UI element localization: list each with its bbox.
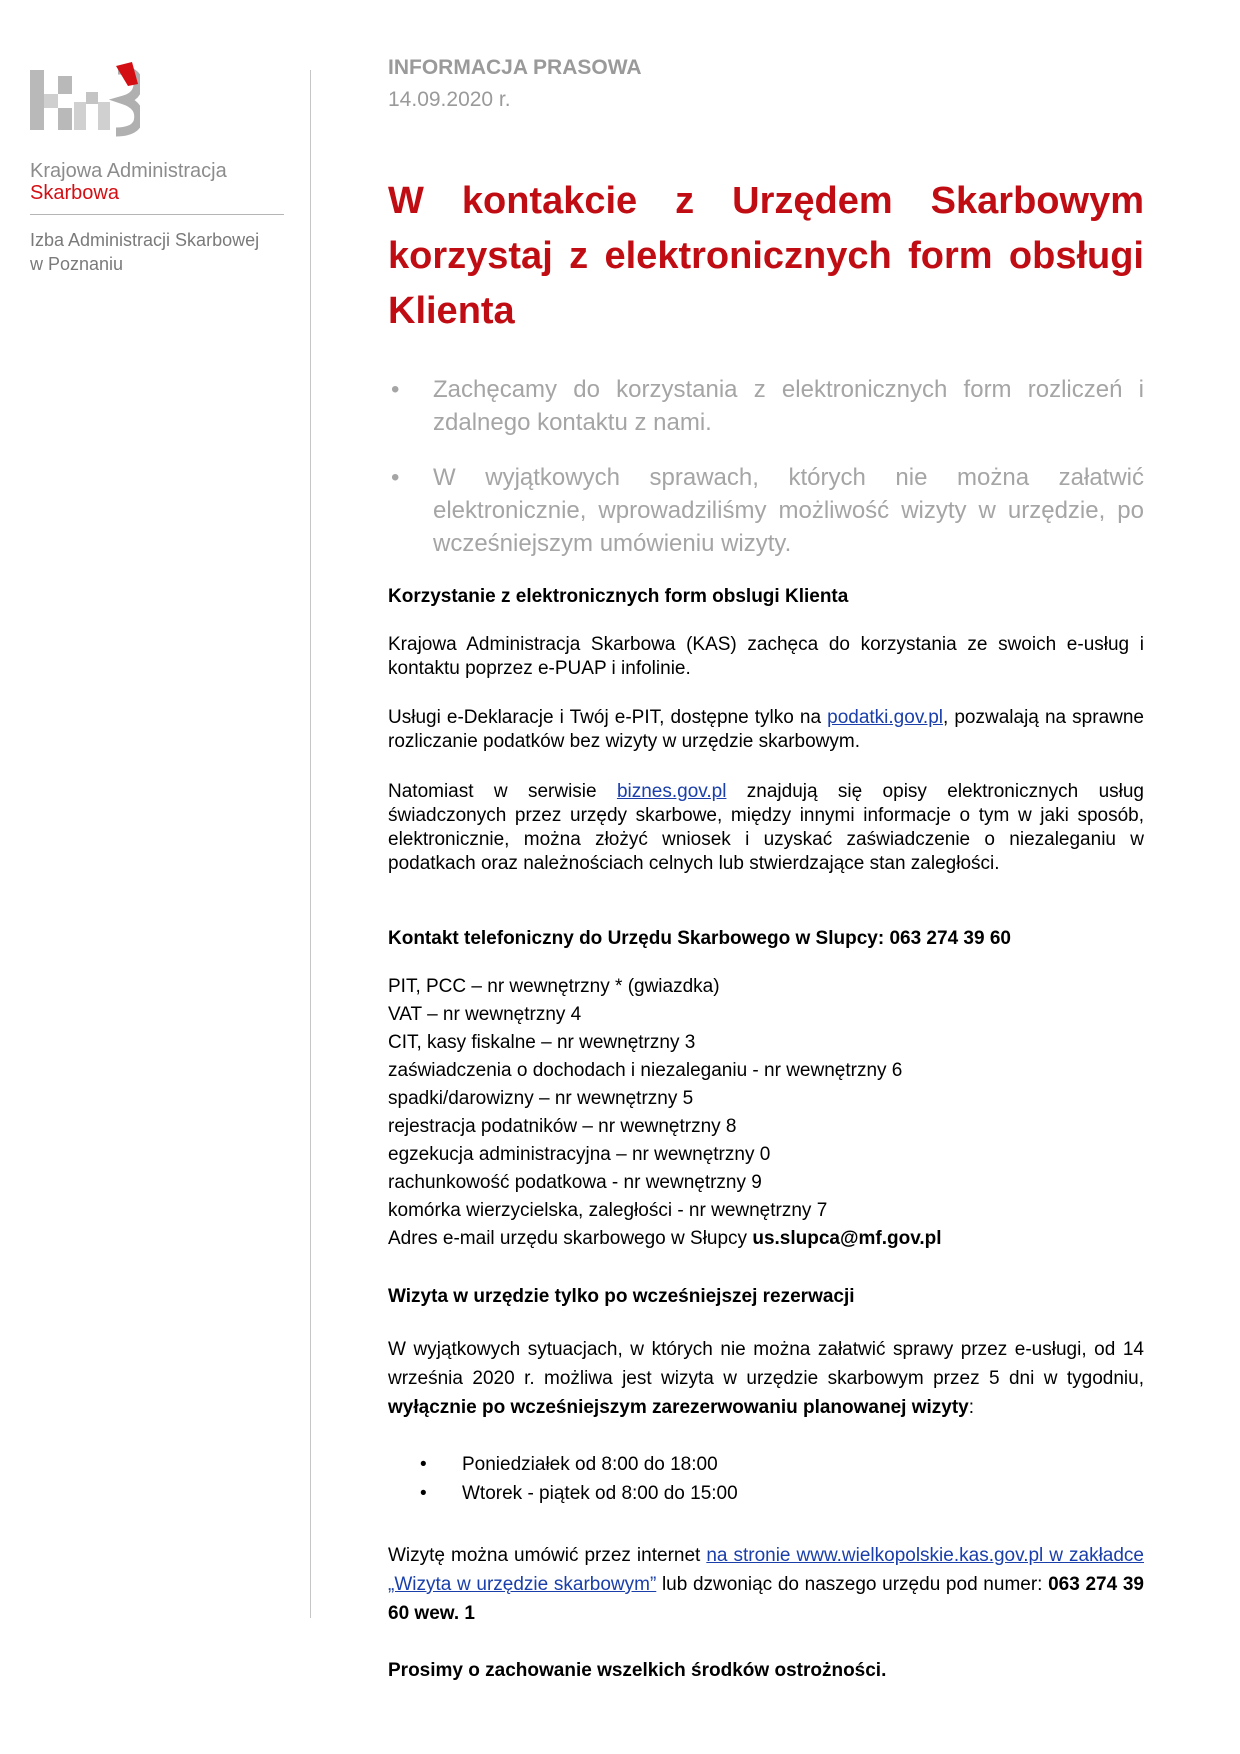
lead-item [388, 461, 1144, 560]
kas-logo-mark [30, 62, 140, 142]
izba-line2: w Poznaniu [30, 254, 124, 274]
booking-phone: 063 274 39 60 wew. 1 [388, 1574, 1144, 1624]
paragraph-biznes-before: Natomiast w serwisie [388, 781, 617, 802]
section-heading-phone: Kontakt telefoniczny do Urzędu Skarbowego w Slupcy: 063 274 39 60 [388, 928, 1011, 949]
podatki-link[interactable]: podatki.gov.pl [827, 707, 943, 728]
section-heading-electronic: Korzystanie z elektronicznych form obslugi Klienta [388, 586, 849, 607]
paragraph-kas: Krajowa Administracja Skarbowa (KAS) zachęca do korzystania ze swoich e-usług i kontaktu poprzez e-PUAP i infolinie. [388, 634, 1144, 679]
list-item: spadki/darowizny – nr wewnętrzny 5 [388, 1088, 694, 1109]
press-date: 14.09.2020 r. [388, 88, 511, 111]
sidebar-divider [30, 214, 284, 215]
bullet-icon: • [420, 1454, 427, 1475]
lead-list [388, 373, 1144, 582]
list-item: rachunkowość podatkowa - nr wewnętrzny 9 [388, 1172, 762, 1193]
paragraph-visit-bold: wyłącznie po wcześniejszym zarezerwowaniu planowanej wizyty [388, 1397, 969, 1418]
izba-name [30, 228, 290, 276]
lead-item-text: Zachęcamy do korzystania z elektronicznych form rozliczeń i zdalnego kontaktu z nami. [433, 376, 1144, 436]
paragraph-booking [388, 1541, 1144, 1628]
list-item: rejestracja podatników – nr wewnętrzny 8 [388, 1116, 737, 1137]
paragraph-biznes-after: znajdują się opisy elektronicznych usług świadczonych przez urzędy skarbowe, między innymi informacje o tym w jaki sposób, elektronicznie, można złożyć wniosek i uzyskać zaświadczenie o niezaleganiu w podatkach oraz należnościach celnych lub stwierdzające stan zaległości. [388, 781, 1144, 874]
bullet-icon: • [391, 464, 400, 491]
day-text: Poniedziałek od 8:00 do 18:00 [462, 1454, 718, 1475]
bullet-icon: • [391, 376, 400, 403]
bullet-icon: • [420, 1483, 427, 1504]
list-item: VAT – nr wewnętrzny 4 [388, 1004, 582, 1025]
list-item: komórka wierzycielska, zaległości - nr wewnętrzny 7 [388, 1200, 828, 1221]
list-item [420, 1479, 920, 1508]
kas-logo [30, 62, 288, 142]
vertical-divider [310, 70, 311, 1618]
page-title: W kontakcie z Urzędem Skarbowym korzystaj z elektronicznych form obsługi Klienta [388, 180, 1144, 332]
press-label: INFORMACJA PRASOWA [388, 56, 642, 79]
email-prefix: Adres e-mail urzędu skarbowego w Słupcy [388, 1228, 753, 1249]
paragraph-visit [388, 1335, 1144, 1422]
phone-extension-list [388, 973, 1144, 1253]
wielkopolskie-link[interactable]: na stronie www.wielkopolskie.kas.gov.pl w zakładce „Wizyta w urzędzie skarbowym” [388, 1545, 1144, 1595]
paragraph-uslugi [388, 706, 1144, 754]
closing-note: Prosimy o zachowanie wszelkich środków ostrożności. [388, 1660, 887, 1681]
list-item: CIT, kasy fiskalne – nr wewnętrzny 3 [388, 1032, 696, 1053]
lead-item-text: W wyjątkowych sprawach, których nie można załatwić elektronicznie, wprowadziliśmy możliwość wizyty w urzędzie, po wcześniejszym umówieniu wizyty. [433, 464, 1144, 557]
paragraph-visit-before: W wyjątkowych sytuacjach, w których nie można załatwić sprawy przez e-usługi, od 14 września 2020 r. możliwa jest wizyta w urzędzie skarbowym przez 5 dni w tygodniu, [388, 1339, 1144, 1389]
izba-line1: Izba Administracji Skarbowej [30, 230, 260, 250]
list-item [420, 1450, 920, 1479]
list-item: PIT, PCC – nr wewnętrzny * (gwiazdka) [388, 976, 720, 997]
section-heading-visit: Wizyta w urzędzie tylko po wcześniejszej rezerwacji [388, 1286, 855, 1307]
paragraph-biznes [388, 780, 1144, 876]
paragraph-visit-after: : [968, 1397, 975, 1418]
org-name-line1: Krajowa Administracja [30, 160, 227, 182]
logo-text: KAS [30, 62, 33, 63]
paragraph-booking-before: Wizytę można umówić przez internet [388, 1545, 707, 1566]
email-line [388, 1225, 1144, 1253]
paragraph-uslugi-before: Usługi e-Deklaracje i Twój e-PIT, dostępne tylko na [388, 707, 828, 728]
email-address[interactable]: us.slupca@mf.gov.pl [752, 1228, 942, 1249]
opening-hours-list [420, 1450, 920, 1508]
day-text: Wtorek - piątek od 8:00 do 15:00 [462, 1483, 738, 1504]
lead-item [388, 373, 1144, 439]
paragraph-booking-after: lub dzwoniąc do naszego urzędu pod numer: [656, 1574, 1049, 1595]
biznes-link[interactable]: biznes.gov.pl [616, 781, 727, 802]
paragraph-uslugi-after: , pozwalają na sprawne rozliczanie podatków bez wizyty w urzędzie skarbowym. [388, 707, 1144, 752]
list-item: zaświadczenia o dochodach i niezaleganiu - nr wewnętrzny 6 [388, 1060, 903, 1081]
org-name-line2: Skarbowa [30, 182, 119, 204]
list-item: egzekucja administracyjna – nr wewnętrzny 0 [388, 1144, 771, 1165]
